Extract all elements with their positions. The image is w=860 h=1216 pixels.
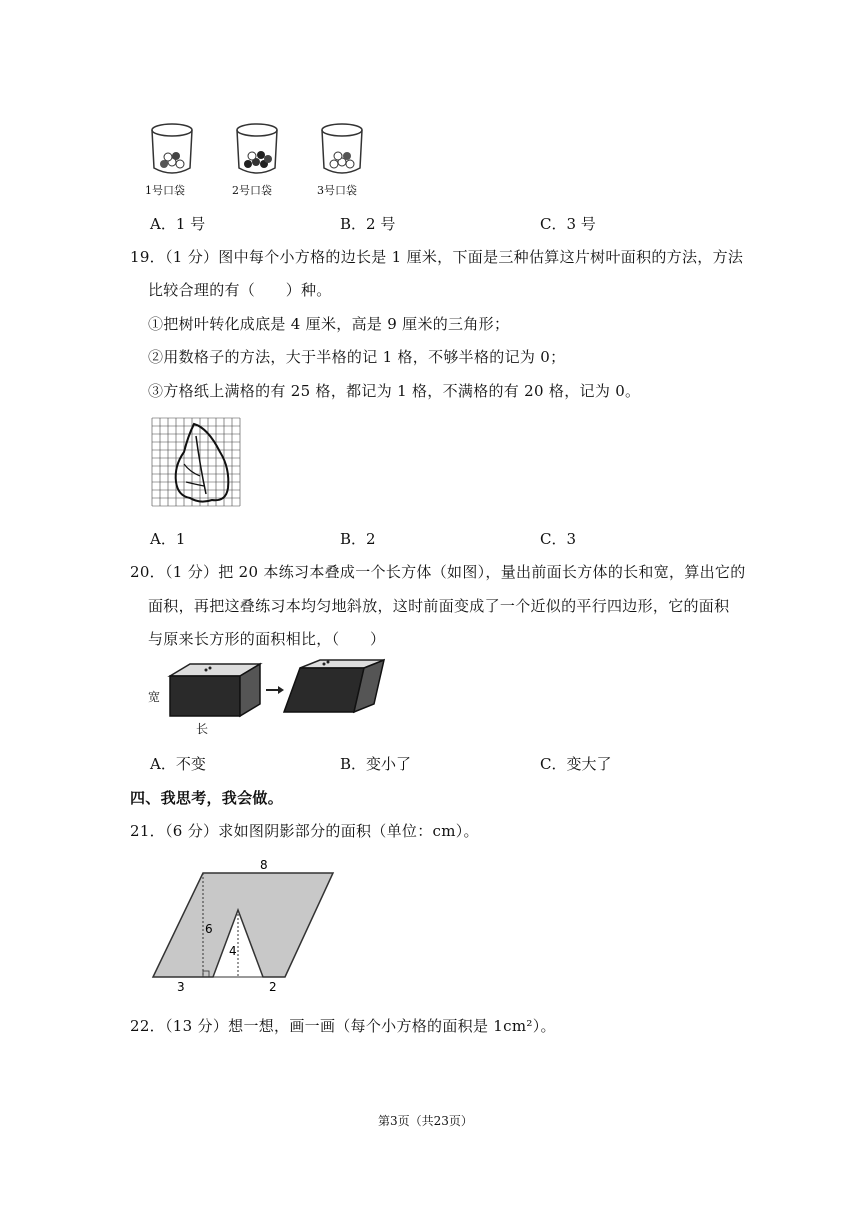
label-width: 宽 [148, 690, 161, 704]
section-4-title: 四、我思考，我会做。 [130, 789, 284, 807]
label-height: 6 [205, 922, 213, 936]
page-footer: 第3页（共23页） [378, 1114, 473, 1128]
q18-option-c: C．3 号 [540, 215, 596, 233]
q20-stem-line1: 20．（1 分）把 20 本练习本叠成一个长方体（如图），量出前面长方体的长和宽，算出它的 [130, 563, 746, 581]
q20-option-a: A．不变 [150, 755, 206, 773]
label-left-base: 3 [177, 980, 185, 994]
label-inner-height: 4 [229, 944, 237, 958]
q19-stem-line1: 19．（1 分）图中每个小方格的边长是 1 厘米，下面是三种估算这片树叶面积的方法，方法 [130, 248, 744, 266]
q20-option-c: C．变大了 [540, 755, 612, 773]
q19-option-b: B．2 [340, 530, 376, 548]
label-top: 8 [260, 858, 268, 872]
shaded-region [153, 873, 333, 977]
arrow-right-icon [266, 686, 284, 694]
leaf-grid-figure [150, 416, 244, 510]
notebook-stack-figure [148, 656, 388, 742]
bag-2-icon [237, 124, 277, 173]
q19-option-c: C．3 [540, 530, 577, 548]
shaded-parallelogram-figure [145, 855, 345, 995]
q22-stem: 22．（13 分）想一想，画一画（每个小方格的面积是 1cm²）。 [130, 1017, 556, 1035]
bag-1-icon [152, 124, 192, 173]
q19-method-3: ③方格纸上满格的有 25 格，都记为 1 格，不满格的有 20 格，记为 0。 [148, 382, 641, 400]
q21-stem: 21．（6 分）求如图阴影部分的面积（单位：cm）。 [130, 822, 479, 840]
q19-option-a: A．1 [150, 530, 186, 548]
q20-stem-line2: 面积，再把这叠练习本均匀地斜放，这时前面变成了一个近似的平行四边形，它的面积 [148, 597, 730, 615]
bag-label-3: 3号口袋 [317, 184, 357, 197]
bag-label-1: 1号口袋 [145, 184, 185, 197]
q19-method-2: ②用数格子的方法，大于半格的记 1 格，不够半格的记为 0； [148, 348, 566, 366]
label-length: 长 [196, 722, 209, 736]
bag-3-icon [322, 124, 362, 173]
label-right-base: 2 [269, 980, 277, 994]
q18-option-b: B．2 号 [340, 215, 396, 233]
q18-option-a: A．1 号 [150, 215, 206, 233]
bag-label-2: 2号口袋 [232, 184, 272, 197]
q19-method-1: ①把树叶转化成底是 4 厘米，高是 9 厘米的三角形； [148, 315, 510, 333]
q20-stem-line3: 与原来长方形的面积相比，（ ） [148, 630, 386, 648]
slanted-stack-icon [284, 660, 384, 712]
q20-option-b: B．变小了 [340, 755, 412, 773]
upright-stack-icon [170, 664, 260, 716]
q19-stem-line2: 比较合理的有（ ）种。 [148, 281, 332, 299]
